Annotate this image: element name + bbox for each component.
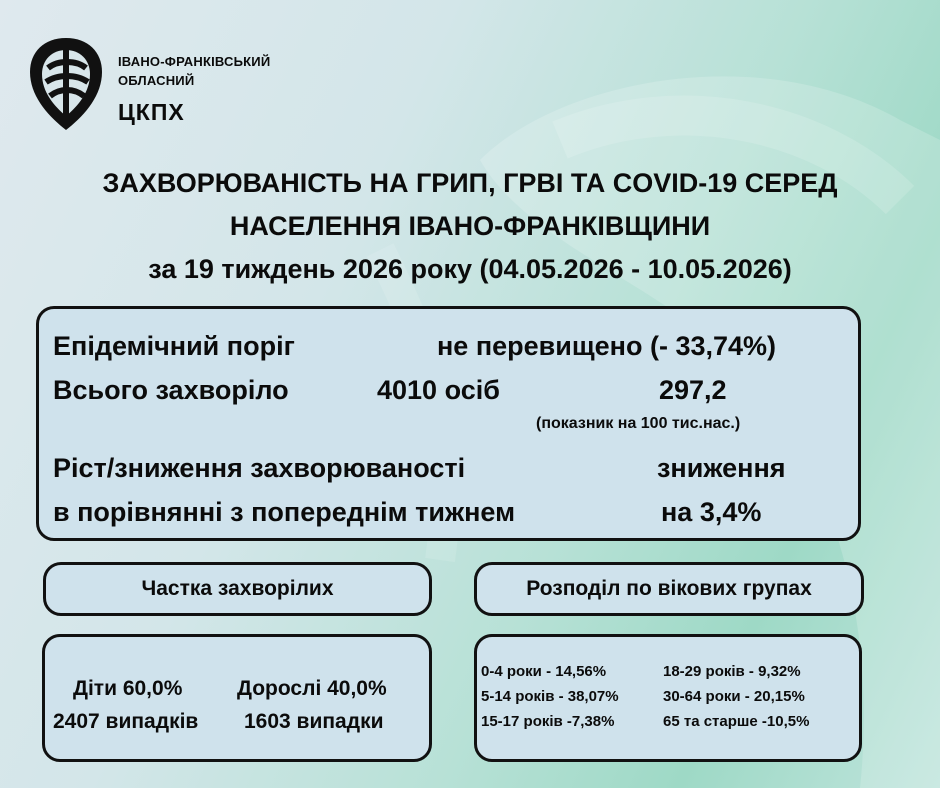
age-groups-header [474,562,864,616]
organization-name [118,52,270,128]
title-line-1: ЗАХВОРЮВАНІСТЬ НА ГРИП, ГРВІ ТА COVID-19 СЕРЕД [102,168,838,198]
page-title [0,162,940,291]
org-line-3: ЦКПХ [118,99,185,125]
age-group-item: 65 та старше -10,5% [663,713,810,730]
trend-value-line-1: зниження [657,453,786,483]
org-line-2: ОБЛАСНИЙ [118,73,195,88]
trend-value-line-2: на 3,4% [661,497,762,527]
age-group-item: 0-4 роки - 14,56% [481,663,607,680]
total-rate: 297,2 [659,375,727,405]
title-line-3: за 19 тиждень 2026 року (04.05.2026 - 10.05.2026) [148,254,792,284]
age-groups-panel [474,634,862,762]
total-persons: 4010 осіб [377,375,500,405]
rate-note: (показник на 100 тис.нас.) [536,415,741,432]
summary-panel [36,306,861,541]
adults-share: Дорослі 40,0% [237,677,387,700]
age-group-item: 5-14 років - 38,07% [481,688,619,705]
children-share: Діти 60,0% [73,677,183,700]
shares-header-label: Частка захворілих [141,577,334,600]
adults-cases: 1603 випадки [244,710,384,733]
trend-label-line-2: в порівнянні з попереднім тижнем [53,497,516,527]
age-group-item: 15-17 років -7,38% [481,713,615,730]
children-cases: 2407 випадків [53,710,199,733]
trend-label-line-1: Ріст/зниження захворюваності [53,453,466,483]
total-label: Всього захворіло [53,375,289,405]
threshold-label: Епідемічний поріг [53,331,295,361]
org-line-1: ІВАНО-ФРАНКІВСЬКИЙ [118,54,271,69]
age-group-item: 18-29 років - 9,32% [663,663,801,680]
age-groups-header-label: Розподіл по вікових групах [526,577,812,600]
title-line-2: НАСЕЛЕННЯ ІВАНО-ФРАНКІВЩИНИ [229,211,711,241]
shares-panel [42,634,432,762]
shares-header [43,562,432,616]
threshold-value: не перевищено (- 33,74%) [437,331,777,361]
oblast-center-logo-icon [24,34,108,134]
age-group-item: 30-64 роки - 20,15% [663,688,805,705]
